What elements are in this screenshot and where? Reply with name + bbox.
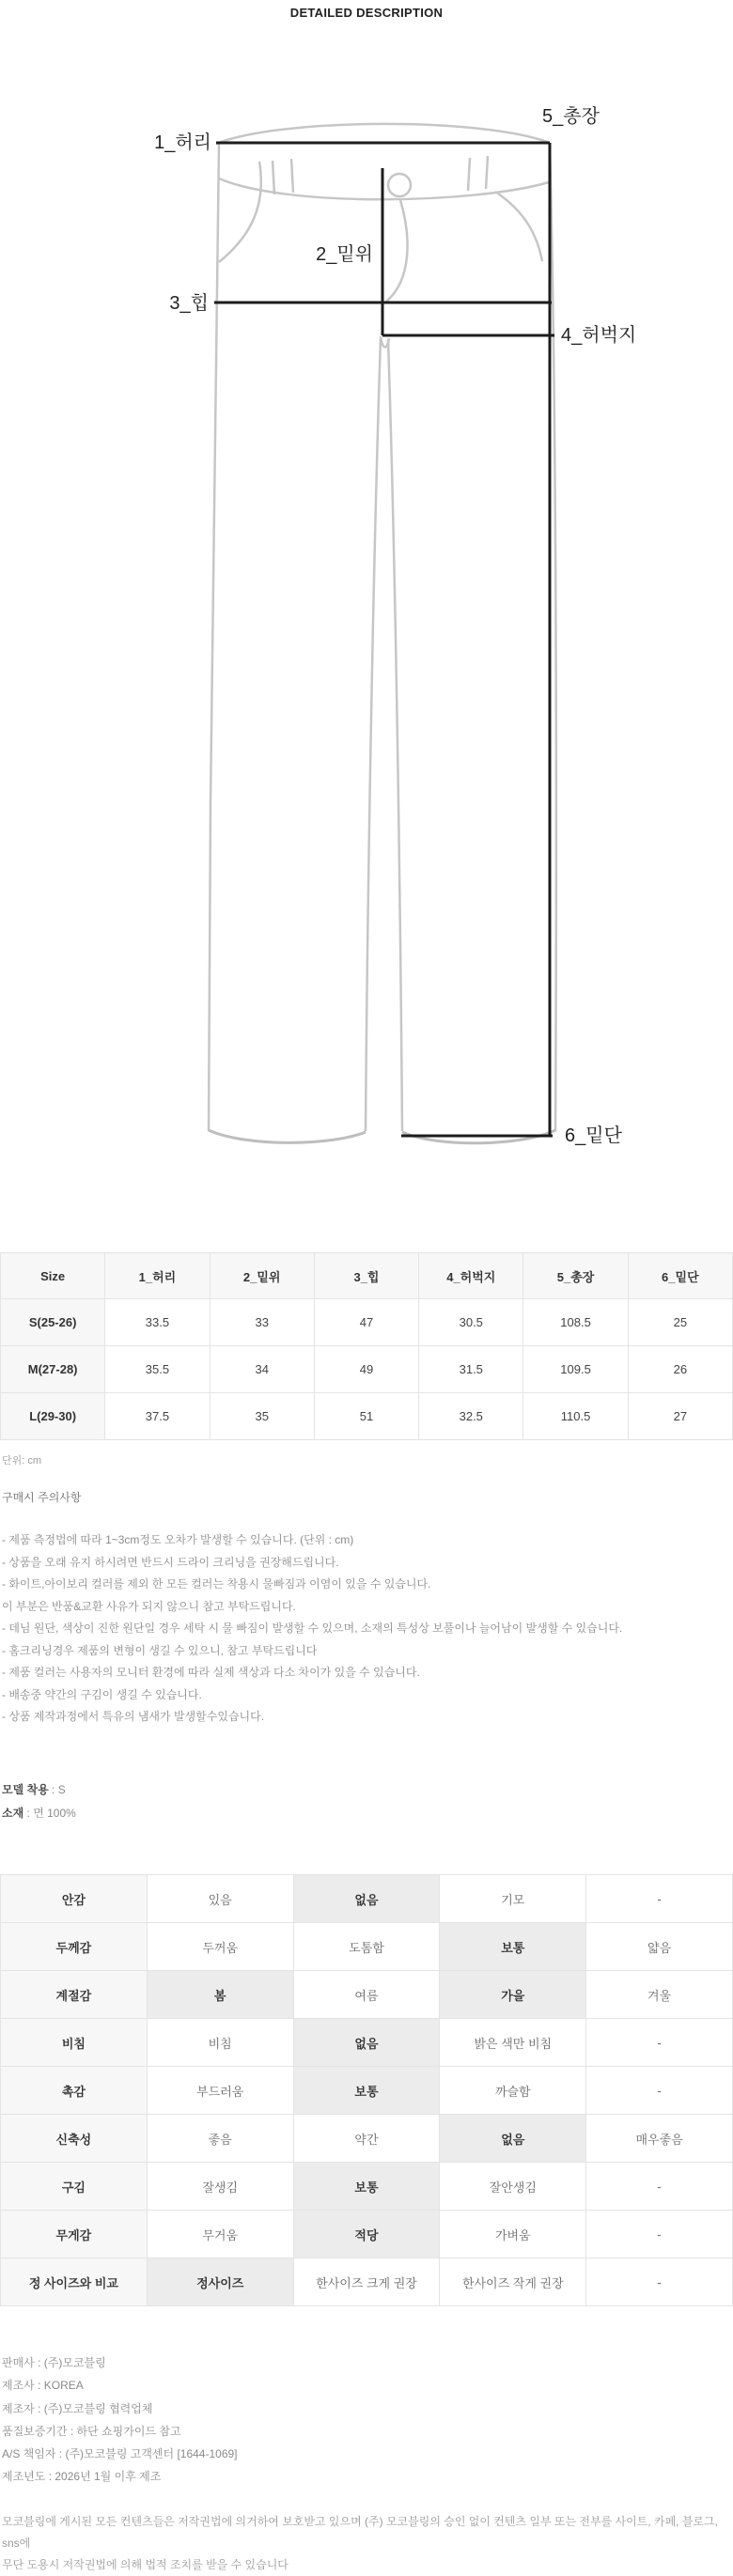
fabric-cell-selected: 보통 — [293, 2163, 440, 2211]
fabric-cell: 도톰함 — [293, 1923, 440, 1971]
size-value-cell: 35.5 — [105, 1346, 210, 1393]
fabric-row-name: 무게감 — [1, 2211, 148, 2258]
table-row — [1, 1393, 733, 1440]
diagram-label-length: 5_총장 — [542, 106, 600, 127]
size-table-header: 6_밑단 — [628, 1253, 732, 1299]
fabric-row-name: 정 사이즈와 비교 — [1, 2258, 148, 2306]
size-value-cell: 33 — [210, 1299, 314, 1346]
fabric-cell: - — [586, 2211, 733, 2258]
table-row — [1, 2163, 733, 2211]
table-row — [1, 1346, 733, 1393]
model-size-value: : S — [48, 1783, 66, 1796]
fabric-cell: 약간 — [293, 2115, 440, 2163]
fabric-cell: - — [586, 2019, 733, 2067]
notice-line: - 배송중 약간의 구김이 생길 수 있습니다. — [2, 1687, 202, 1701]
fabric-cell: 얇음 — [586, 1923, 733, 1971]
table-row — [1, 1923, 733, 1971]
seller-line: 제조사 : KOREA — [2, 2379, 84, 2393]
size-value-cell: 51 — [314, 1393, 418, 1440]
size-value-cell: 34 — [210, 1346, 314, 1393]
fabric-cell: 무거움 — [147, 2211, 293, 2258]
table-row — [1, 1971, 733, 2019]
model-size-line — [2, 1778, 76, 1802]
size-value-cell: 31.5 — [419, 1346, 523, 1393]
fabric-row-name: 신축성 — [1, 2115, 148, 2163]
fabric-cell-selected: 없음 — [440, 2115, 586, 2163]
seller-line: A/S 책임자 : (주)모코블링 고객센터 [1644-1069] — [2, 2447, 238, 2461]
fabric-cell: 잘생김 — [147, 2163, 293, 2211]
fabric-cell: 좋음 — [147, 2115, 293, 2163]
fabric-cell: 기모 — [440, 1875, 586, 1923]
seller-line: 제조자 : (주)모코블링 협력업체 — [2, 2401, 153, 2415]
diagram-label-thigh: 4_허벅지 — [561, 325, 637, 346]
fabric-cell: 있음 — [147, 1875, 293, 1923]
model-size-label: 모델 착용 — [2, 1783, 49, 1796]
fabric-cell: 가벼움 — [440, 2211, 586, 2258]
size-table-header: 4_허벅지 — [419, 1253, 523, 1299]
diagram-label-rise: 2_밑위 — [316, 244, 373, 265]
fabric-cell: 한사이즈 크게 권장 — [293, 2258, 440, 2306]
fabric-cell: 여름 — [293, 1971, 440, 2019]
size-value-cell: 37.5 — [105, 1393, 210, 1440]
fabric-cell: 겨울 — [586, 1971, 733, 2019]
unit-note: 단위: cm — [2, 1455, 42, 1466]
fabric-cell-selected: 보통 — [293, 2067, 440, 2115]
fabric-cell: 밝은 색만 비침 — [440, 2019, 586, 2067]
fabric-cell: 한사이즈 작게 권장 — [440, 2258, 586, 2306]
model-info — [2, 1778, 76, 1825]
table-row — [1, 2067, 733, 2115]
size-value-cell: 27 — [628, 1393, 732, 1440]
size-value-cell: 47 — [314, 1299, 418, 1346]
fabric-cell: 매우좋음 — [586, 2115, 733, 2163]
page-title: DETAILED DESCRIPTION — [289, 6, 444, 20]
notice-line: - 상품 제작과정에서 특유의 냄새가 발생할수있습니다. — [2, 1710, 265, 1723]
fabric-row-name: 비침 — [1, 2019, 148, 2067]
size-value-cell: 33.5 — [105, 1299, 210, 1346]
size-name-cell: M(27-28) — [1, 1346, 105, 1393]
size-value-cell: 110.5 — [523, 1393, 628, 1440]
fabric-cell: 잘안생김 — [440, 2163, 586, 2211]
fabric-cell-selected: 없음 — [293, 2019, 440, 2067]
size-name-cell: L(29-30) — [1, 1393, 105, 1440]
table-row — [1, 2115, 733, 2163]
table-row — [1, 2211, 733, 2258]
purchase-notice-list — [2, 1529, 731, 1729]
size-value-cell: 26 — [628, 1346, 732, 1393]
notice-line: 이 부분은 반품&교환 사유가 되지 않으니 참고 부탁드립니다. — [2, 1599, 296, 1613]
fabric-cell: - — [586, 2258, 733, 2306]
fabric-row-name: 구김 — [1, 2163, 148, 2211]
size-table — [0, 1252, 733, 1440]
size-table-header: 2_밑위 — [210, 1253, 314, 1299]
size-table-header-row — [1, 1253, 733, 1299]
fabric-cell-selected: 봄 — [147, 1971, 293, 2019]
size-value-cell: 32.5 — [419, 1393, 523, 1440]
notice-line: - 화이트,아이보리 컬러를 제외 한 모든 컬러는 착용시 물빠짐과 이염이 있을 수 있습니다. — [2, 1577, 431, 1591]
size-value-cell: 30.5 — [419, 1299, 523, 1346]
size-value-cell: 109.5 — [523, 1346, 628, 1393]
copyright-line: 모코블링에 게시된 모든 컨텐츠들은 저작권법에 의거하여 보호받고 있으며 (주) 모코블링의 승인 없이 컨텐츠 일부 또는 전부를 사이트, 카페, 블로그, sns에 — [2, 2515, 718, 2550]
notice-line: - 데님 원단, 색상이 진한 원단일 경우 세탁 시 물 빠짐이 발생할 수 있으며, 소재의 특성상 보풀이나 늘어남이 발생할 수 있습니다. — [2, 1622, 623, 1635]
size-table-header: Size — [1, 1253, 105, 1299]
fabric-cell: 비침 — [147, 2019, 293, 2067]
table-row — [1, 1875, 733, 1923]
size-value-cell: 25 — [628, 1299, 732, 1346]
table-row — [1, 2019, 733, 2067]
table-row — [1, 1299, 733, 1346]
material-label: 소재 — [2, 1807, 24, 1820]
material-value: : 면 100% — [23, 1807, 76, 1820]
size-value-cell: 49 — [314, 1346, 418, 1393]
size-table-header: 3_힙 — [314, 1253, 418, 1299]
fabric-cell: - — [586, 2067, 733, 2115]
seller-line: 제조년도 : 2026년 1월 이후 제조 — [2, 2470, 162, 2484]
fabric-cell-selected: 적당 — [293, 2211, 440, 2258]
fabric-cell-selected: 정사이즈 — [147, 2258, 293, 2306]
notice-line: - 상품을 오래 유지 하시려면 반드시 드라이 크리닝을 권장해드립니다. — [2, 1555, 339, 1569]
table-row — [1, 2258, 733, 2306]
fabric-cell: - — [586, 1875, 733, 1923]
size-name-cell: S(25-26) — [1, 1299, 105, 1346]
fabric-row-name: 촉감 — [1, 2067, 148, 2115]
size-table-header: 5_총장 — [523, 1253, 628, 1299]
fabric-cell-selected: 가을 — [440, 1971, 586, 2019]
fabric-cell-selected: 없음 — [293, 1875, 440, 1923]
notice-line: - 홈크리닝경우 제품의 변형이 생길 수 있으니, 참고 부탁드립니다 — [2, 1643, 318, 1657]
seller-info — [2, 2351, 238, 2489]
notice-line: - 제품 컬러는 사용자의 모니터 환경에 따라 실제 색상과 다소 차이가 있을 수 있습니다. — [2, 1666, 420, 1679]
measurement-lines — [214, 143, 554, 1136]
fabric-row-name: 계절감 — [1, 1971, 148, 2019]
diagram-label-hem: 6_밑단 — [565, 1125, 622, 1146]
fabric-row-name: 두께감 — [1, 1923, 148, 1971]
fabric-cell: - — [586, 2163, 733, 2211]
fabric-table — [0, 1874, 733, 2306]
fabric-cell-selected: 보통 — [440, 1923, 586, 1971]
fabric-row-name: 안감 — [1, 1875, 148, 1923]
purchase-notice-title: 구매시 주의사항 — [2, 1491, 82, 1504]
fabric-cell: 까슬함 — [440, 2067, 586, 2115]
size-value-cell: 35 — [210, 1393, 314, 1440]
fabric-cell: 두꺼움 — [147, 1923, 293, 1971]
fabric-cell: 부드러움 — [147, 2067, 293, 2115]
pants-diagram — [0, 0, 733, 1212]
material-line — [2, 1802, 76, 1825]
copyright-line: 무단 도용시 저작권법에 의해 법적 조치를 받을 수 있습니다 — [2, 2558, 289, 2571]
diagram-label-hip: 3_힙 — [169, 293, 209, 314]
seller-line: 품질보증기간 : 하단 쇼핑가이드 참고 — [2, 2424, 181, 2438]
diagram-label-waist: 1_허리 — [154, 132, 211, 153]
seller-line: 판매사 : (주)모코블링 — [2, 2356, 106, 2369]
notice-line: - 제품 측정법에 따라 1~3cm정도 오차가 발생할 수 있습니다. (단위 : cm) — [2, 1533, 354, 1546]
copyright-notice — [2, 2511, 731, 2576]
size-value-cell: 108.5 — [523, 1299, 628, 1346]
size-table-header: 1_허리 — [105, 1253, 210, 1299]
